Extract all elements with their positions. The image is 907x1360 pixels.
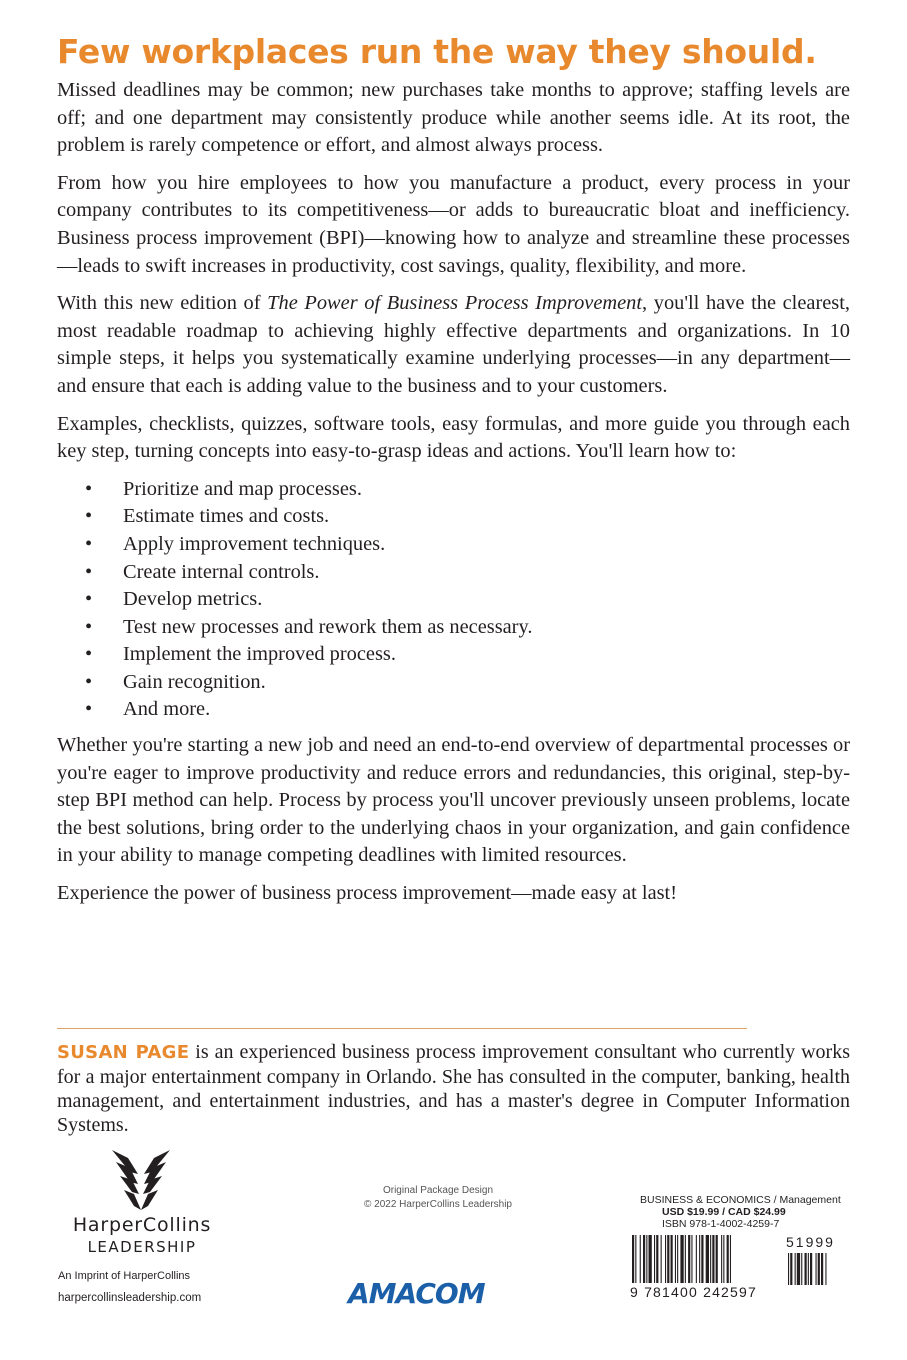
design-credit-line2: © 2022 HarperCollins Leadership: [363, 1199, 512, 1210]
paragraph-6: Experience the power of business process improvement—made easy at last!: [57, 882, 678, 905]
learning-list-text: Test new processes and rework them as necessary.: [123, 615, 533, 638]
barcode-bar: [680, 1235, 683, 1283]
barcode-bar: [691, 1235, 692, 1283]
publisher-imprint: An Imprint of HarperCollins: [58, 1270, 191, 1282]
barcode-bar: [671, 1235, 673, 1283]
learning-list-item: [57, 559, 850, 587]
isbn: ISBN 978-1-4002-4259-7: [662, 1218, 780, 1230]
paragraph-2: From how you hire employees to how you manufacture a product, every process in your company contributes to its competitiveness—or adds to bureaucratic bloat and inefficiency. Business process improvement (BPI)—knowing how to analyze and streamline these processes—leads to swift increases in productivity, cost savings, quality, flexibility, and more.: [57, 171, 850, 277]
learning-list-text: Estimate times and costs.: [123, 505, 330, 528]
barcode-bar: [661, 1235, 662, 1283]
barcode-bar: [710, 1235, 711, 1283]
publisher-url: harpercollinsleadership.com: [58, 1292, 202, 1304]
barcode-bar: [677, 1235, 678, 1283]
barcode-bar: [723, 1235, 724, 1283]
learning-list-item: [57, 531, 850, 559]
barcode-bar: [696, 1235, 697, 1283]
learning-list-text: Prioritize and map processes.: [123, 477, 362, 500]
barcode-bar: [699, 1235, 700, 1283]
divider: [57, 1028, 747, 1029]
design-credit: [338, 1184, 538, 1212]
learning-list-text: Create internal controls.: [123, 560, 320, 583]
learning-list-item: [57, 503, 850, 531]
barcode-bar: [730, 1235, 731, 1283]
publisher-name-line1: HarperCollins: [72, 1214, 212, 1236]
barcode-bar: [721, 1235, 722, 1283]
bullet-icon: •: [85, 560, 93, 583]
bullet-icon: •: [85, 698, 93, 721]
learning-list-item: [57, 476, 850, 504]
barcode-bar: [675, 1235, 676, 1283]
barcode-bar: [649, 1235, 652, 1283]
publisher-name-line2: LEADERSHIP: [87, 1238, 197, 1256]
barcode-addon-bar: [790, 1253, 792, 1285]
barcode-bar: [643, 1235, 645, 1283]
barcode-bar: [646, 1235, 647, 1283]
paragraph-3: [57, 290, 850, 400]
barcode-addon-bar: [808, 1253, 809, 1285]
design-credit-line1: Original Package Design: [382, 1185, 494, 1196]
bisac-category: BUSINESS & ECONOMICS / Management: [640, 1194, 841, 1206]
barcode-bar: [706, 1235, 709, 1283]
bullet-icon: •: [85, 477, 93, 500]
barcode-addon-bar: [801, 1253, 802, 1285]
paragraph-4: Examples, checklists, quizzes, software tools, easy formulas, and more guide you through each key step, turning concepts into easy-to-grasp ideas and actions. You'll learn how to:: [57, 412, 850, 463]
paragraph-3-rest: , you'll have the clearest, most readable roadmap to achieving highly effective departments and organizations. In 10 simple steps, it helps you systematically examine underlying processes—in any department—and ensure that each is adding value to the business and to your customers.: [57, 292, 850, 397]
barcode-bar: [635, 1235, 636, 1283]
learning-list-text: Implement the improved process.: [123, 643, 396, 666]
bullet-icon: •: [85, 505, 93, 528]
barcode-addon-bar: [818, 1253, 820, 1285]
barcode-addon-bar: [821, 1253, 823, 1285]
barcode-bar: [656, 1235, 658, 1283]
bullet-icon: •: [85, 532, 93, 555]
learning-list-text: Gain recognition.: [123, 670, 266, 693]
book-title: The Power of Business Process Improvement: [267, 292, 643, 315]
paragraph-5: Whether you're starting a new job and need an end-to-end overview of departmental processes or you're eager to improve productivity and reduce errors and redundancies, this original, step-by-step BPI method can help. Process by process you'll uncover previously unseen problems, locate the best solutions, bring order to the underlying chaos in your organization, and gain confidence in your ability to manage competing deadlines with limited resources.: [57, 734, 850, 867]
price: USD $19.99 / CAD $24.99: [662, 1206, 786, 1218]
author-bio: [57, 1040, 850, 1137]
barcode-bar: [654, 1235, 655, 1283]
barcode-bar: [665, 1235, 666, 1283]
barcode-bar: [640, 1235, 641, 1283]
headline: Few workplaces run the way they should.: [57, 32, 817, 71]
barcode-bar: [688, 1235, 690, 1283]
barcode-addon-bar: [816, 1253, 817, 1285]
bullet-icon: •: [85, 615, 93, 638]
author-bio-text: is an experienced business process improvement consultant who currently works for a major entertainment company in Orlando. She has consulted in the computer, banking, health management, and entertainment industries, and has a master's degree in Computer Information Systems.: [57, 1041, 850, 1136]
learning-list-item: [57, 641, 850, 669]
learning-list-item: [57, 669, 850, 697]
barcode-addon-bar: [805, 1253, 807, 1285]
bullet-icon: •: [85, 588, 93, 611]
bullet-icon: •: [85, 643, 93, 666]
barcode-addon-digits: 51999: [786, 1234, 835, 1250]
description-body: [57, 77, 850, 918]
harpercollins-flame-logo: [108, 1148, 174, 1212]
price-block: [640, 1194, 850, 1230]
barcode-bar: [685, 1235, 686, 1283]
barcode-bar: [701, 1235, 703, 1283]
barcode-bar: [712, 1235, 714, 1283]
learning-list: [57, 476, 850, 724]
learning-list-item: [57, 586, 850, 614]
barcode-bar: [667, 1235, 669, 1283]
barcode-digits: 9 781400 242597: [630, 1284, 757, 1300]
barcode-addon-bar: [788, 1253, 789, 1285]
paragraph-3-lead: With this new edition of: [57, 292, 268, 315]
barcode-addon-bar: [797, 1253, 800, 1285]
barcode-addon-bar: [795, 1253, 796, 1285]
learning-list-text: And more.: [123, 698, 211, 721]
publisher-name: [53, 1214, 231, 1258]
author-name: SUSAN PAGE: [57, 1042, 190, 1063]
learning-list-item: [57, 614, 850, 642]
barcode-addon-bar: [810, 1253, 812, 1285]
barcode-addon-bar: [825, 1253, 826, 1285]
learning-list-item: [57, 696, 850, 724]
learning-list-text: Develop metrics.: [123, 588, 263, 611]
barcode-bar: [632, 1235, 634, 1283]
bullet-icon: •: [85, 670, 93, 693]
amacom-logo: AMACOM: [348, 1277, 485, 1310]
barcode-bar: [716, 1235, 718, 1283]
paragraph-1: Missed deadlines may be common; new purchases take months to approve; staffing levels are off; and one department may consistently produce while another seems idle. At its root, the problem is rarely competence or effort, and almost always process.: [57, 79, 850, 157]
barcode-bar: [727, 1235, 729, 1283]
learning-list-text: Apply improvement techniques.: [123, 532, 386, 555]
